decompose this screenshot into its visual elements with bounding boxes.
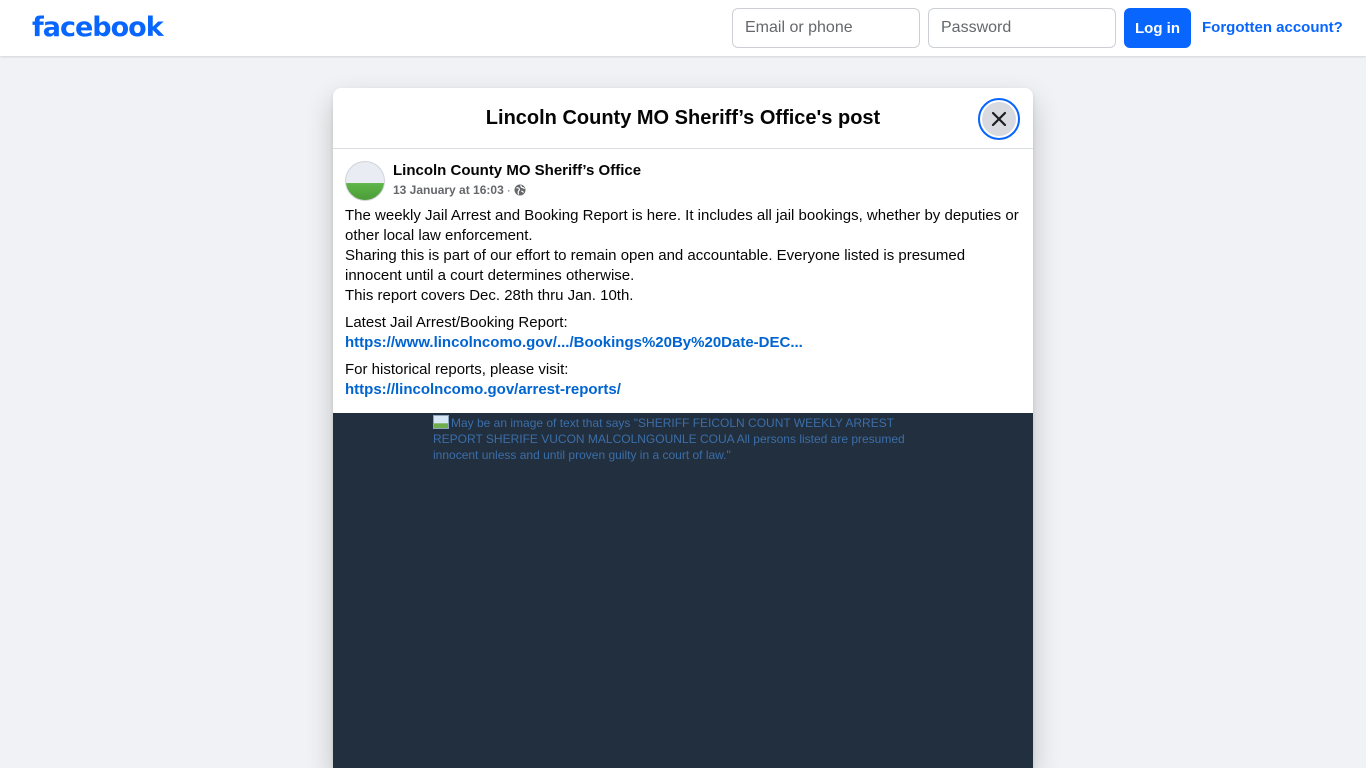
latest-report-label: Latest Jail Arrest/Booking Report: xyxy=(345,314,568,331)
close-icon xyxy=(990,110,1008,128)
login-button[interactable]: Log in xyxy=(1124,8,1191,48)
image-alt-caption: May be an image of text that says "SHERIFF FEICOLN COUNT WEEKLY ARREST REPORT SHERIFE VUCON MALCOLNGOUNLE COUA All persons listed are presumed innocent unless and until proven guilty in a court of law." xyxy=(433,416,905,462)
broken-image-icon xyxy=(433,415,449,429)
close-button[interactable] xyxy=(978,98,1020,140)
historical-reports-link[interactable]: https://lincolncomo.gov/arrest-reports/ xyxy=(345,381,621,398)
facebook-logo[interactable]: facebook xyxy=(32,12,163,43)
post-dialog xyxy=(333,88,1033,768)
post-image-area[interactable] xyxy=(333,413,1033,768)
post-paragraph: This report covers Dec. 28th thru Jan. 10th. xyxy=(345,287,634,304)
post-meta xyxy=(393,182,526,198)
post-text xyxy=(345,206,1021,400)
author-avatar[interactable] xyxy=(345,161,385,201)
post-paragraph: Sharing this is part of our effort to remain open and accountable. Everyone listed is presumed innocent until a court determines otherwise. xyxy=(345,247,966,284)
meta-separator: · xyxy=(506,183,511,197)
globe-icon xyxy=(514,184,526,196)
top-navigation-bar xyxy=(0,0,1366,56)
password-input[interactable] xyxy=(928,8,1116,48)
dialog-title: Lincoln County MO Sheriff’s Office's post xyxy=(485,107,881,129)
post-paragraph: The weekly Jail Arrest and Booking Report is here. It includes all jail bookings, whether by deputies or other local law enforcement. xyxy=(345,207,1019,244)
post-author-name[interactable]: Lincoln County MO Sheriff’s Office xyxy=(393,162,642,179)
latest-report-link[interactable]: https://www.lincolncomo.gov/.../Bookings%20By%20Date-DEC... xyxy=(345,334,803,351)
dialog-header xyxy=(333,88,1033,149)
email-input[interactable] xyxy=(732,8,920,48)
historical-reports-label: For historical reports, please visit: xyxy=(345,361,569,378)
image-alt-text xyxy=(433,415,923,463)
post-timestamp[interactable]: 13 January at 16:03 xyxy=(393,183,504,197)
forgotten-account-link[interactable]: Forgotten account? xyxy=(1202,19,1343,36)
